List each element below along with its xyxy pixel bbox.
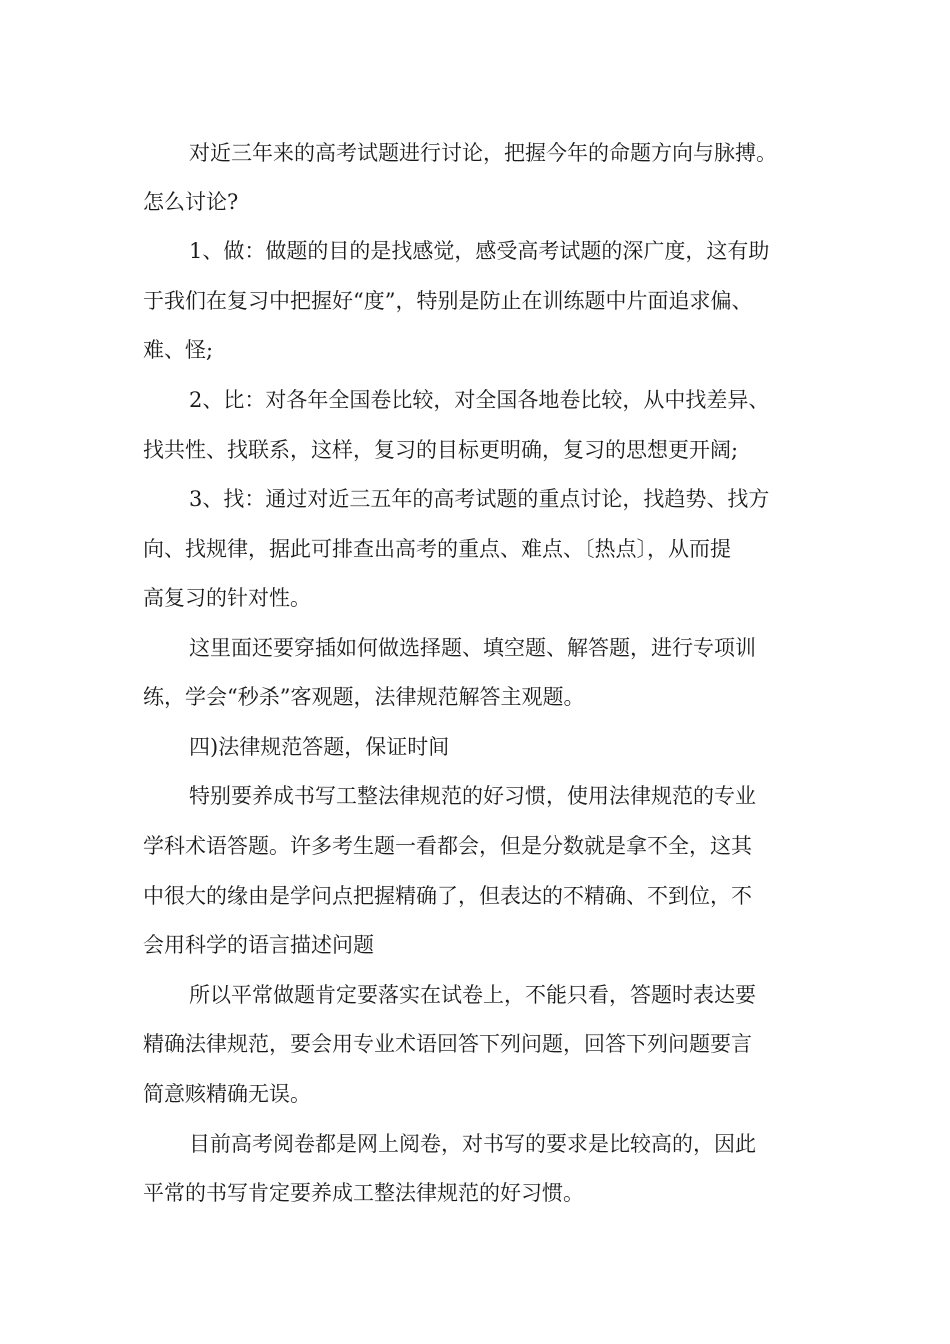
text-line: 3、找：通过对近三五年的高考试题的重点讨论，找趋势、找方 [189,487,770,511]
text-line: 怎么讨论? [143,190,239,214]
text-line: 难、怪; [143,338,214,362]
text-line: 这里面还要穿插如何做选择题、填空题、解答题，进行专项训 [189,636,756,660]
text-line: 简意赅精确无误。 [143,1082,311,1106]
text-line: 平常的书写肯定要养成工整法律规范的好习惯。 [143,1181,584,1205]
text-line: 目前高考阅卷都是网上阅卷，对书写的要求是比较高的，因此 [189,1132,756,1156]
text-line: 向、找规律，据此可排查出高考的重点、难点、〔热点〕，从而提 [143,537,731,561]
text-line: 中很大的缘由是学问点把握精确了，但表达的不精确、不到位，不 [143,884,752,908]
text-line: 于我们在复习中把握好“度”，特别是防止在训练题中片面追求偏、 [143,289,753,313]
text-line: 会用科学的语言描述问题 [143,933,374,957]
text-line: 学科术语答题。许多考生题一看都会，但是分数就是拿不全，这其 [143,834,752,858]
text-line: 1、做：做题的目的是找感觉，感受高考试题的深广度，这有助 [189,239,770,263]
text-line: 特别要养成书写工整法律规范的好习惯，使用法律规范的专业 [189,784,756,808]
text-line: 高复习的针对性。 [143,586,311,610]
text-line: 对近三年来的高考试题进行讨论，把握今年的命题方向与脉搏。 [189,141,777,165]
text-line: 练，学会“秒杀”客观题，法律规范解答主观题。 [143,685,585,709]
section-heading: 四)法律规范答题，保证时间 [189,735,450,759]
text-line: 精确法律规范，要会用专业术语回答下列问题，回答下列问题要言 [143,1032,752,1056]
text-line: 所以平常做题肯定要落实在试卷上，不能只看，答题时表达要 [189,983,756,1007]
text-line: 2、比：对各年全国卷比较，对全国各地卷比较，从中找差异、 [189,388,770,412]
text-line: 找共性、找联系，这样，复习的目标更明确，复习的思想更开阔; [143,438,739,462]
